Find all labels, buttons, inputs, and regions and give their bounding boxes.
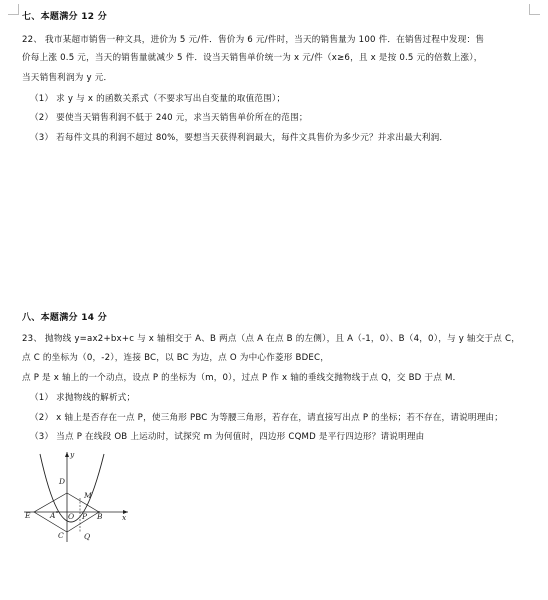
q22-line-2: 价每上涨 0.5 元，当天的销售量就减少 5 件．设当天销售单价统一为 x 元/件（x≥6，且 x 是按 0.5 元的倍数上涨）， <box>22 53 483 63</box>
label-m: M <box>84 491 92 500</box>
q22-part-3: （3） 若每件文具的利润不超过 80%，要想当天获得利润最大，每件文具售价为多少元？并求出最大利润． <box>30 133 449 143</box>
page-corner-mark-left <box>8 4 19 15</box>
section-7-heading: 七、本题满分 12 分 <box>22 12 108 22</box>
label-p: P <box>82 512 88 521</box>
q23-part-2: （2） x 轴上是否存在一点 P，使三角形 PBC 为等腰三角形，若存在，请直接写出点 P 的坐标；若不存在，请说明理由； <box>30 413 504 423</box>
q23-line-3: 点 P 是 x 轴上的一个动点，设点 P 的坐标为（m，0），过点 P 作 x 轴的垂线交抛物线于点 Q，交 BD 于点 M． <box>22 373 462 383</box>
q22-line-1: 22、 我市某超市销售一种文具，进价为 5 元/件．售价为 6 元/件时，当天的销售量为 100 件．在销售过程中发现：售 <box>22 35 485 45</box>
label-o: O <box>68 512 75 521</box>
label-a: A <box>50 511 56 520</box>
page-corner-mark-right <box>529 4 540 15</box>
q22-part-1: （1） 求 y 与 x 的函数关系式（不要求写出自变量的取值范围）； <box>30 94 286 104</box>
label-y: y <box>70 450 75 459</box>
label-q: Q <box>84 532 91 541</box>
q22-line-3: 当天销售利润为 y 元． <box>22 73 113 83</box>
label-c: C <box>58 531 64 540</box>
label-x: x <box>122 513 127 522</box>
q23-part-3: （3） 当点 P 在线段 OB 上运动时，试探究 m 为何值时，四边形 CQMD 是平行四边形？请说明理由 <box>30 432 425 442</box>
label-d: D <box>59 477 66 486</box>
parabola-figure <box>18 448 130 544</box>
point-a <box>56 511 58 513</box>
q23-part-1: （1） 求抛物线的解析式； <box>30 393 136 403</box>
q22-part-2: （2） 要使当天销售利润不低于 240 元，求当天销售单价所在的范围； <box>30 113 308 123</box>
q23-line-1: 23、 抛物线 y=ax2+bx+c 与 x 轴相交于 A、B 两点（点 A 在点 B 的左侧），且 A（-1，0）、B（4，0），与 y 轴交于点 C， <box>22 334 521 344</box>
label-b: B <box>97 512 103 521</box>
section-8-heading: 八、本题满分 14 分 <box>22 313 108 323</box>
q23-line-2: 点 C 的坐标为（0，-2），连接 BC，以 BC 为边，点 O 为中心作菱形 BDEC， <box>22 353 330 363</box>
label-e: E <box>25 511 31 520</box>
y-axis-arrow <box>65 452 69 457</box>
